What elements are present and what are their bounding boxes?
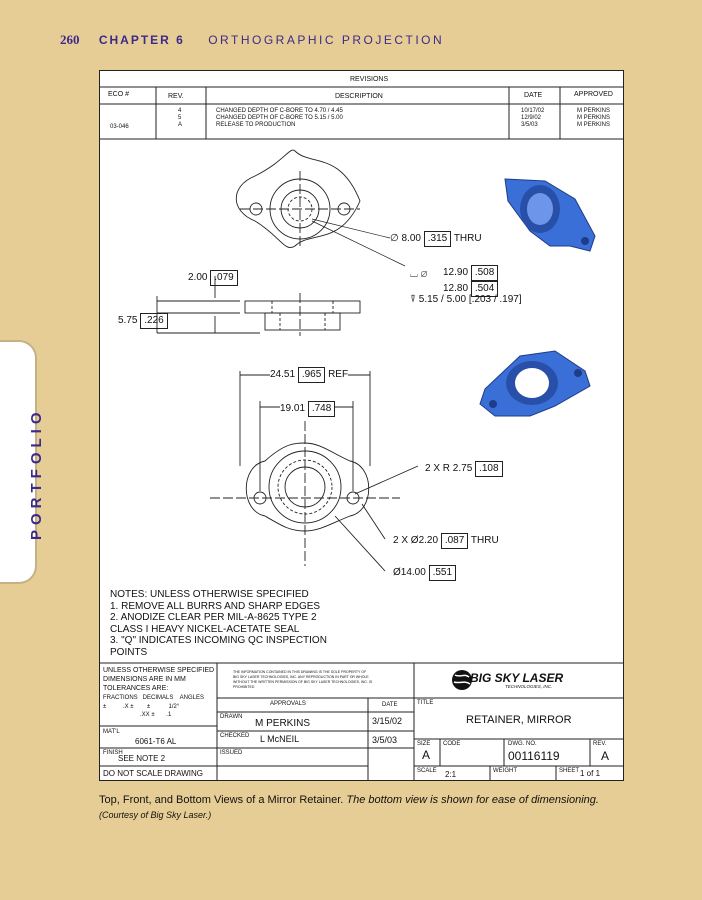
rev-list	[178, 108, 182, 129]
dim-boss-mm: Ø14.00	[393, 567, 426, 578]
col-date: DATE	[524, 92, 543, 99]
date-row-1: 10/17/02	[521, 108, 545, 114]
dim-radius	[425, 461, 503, 477]
description-list	[216, 108, 343, 129]
desc-row-1: CHANGED DEPTH OF C-BORE TO 4.70 / 4.45	[216, 108, 343, 114]
dim-hole-spacing-in: .748	[308, 401, 335, 417]
dim-ref-width-mm: 24.51	[270, 369, 296, 380]
col-eco: ECO #	[108, 91, 130, 98]
dim-ref-width	[270, 367, 348, 383]
drawn-date: 3/15/02	[372, 716, 403, 726]
eco-number: 03-046	[110, 124, 129, 130]
checked-by: L McNEIL	[260, 734, 300, 744]
model-bottom-iso	[480, 351, 590, 416]
rev-row-1: 4	[178, 108, 182, 114]
col-rev: REV.	[168, 93, 184, 100]
dim-hole-spacing	[280, 401, 335, 417]
figure-caption	[99, 794, 659, 806]
dim-height	[118, 313, 168, 329]
dim-cbore-min-in: .504	[471, 281, 498, 297]
note-2: 2. ANODIZE CLEAR PER MIL-A-8625 TYPE 2	[110, 612, 317, 623]
date-list	[521, 108, 544, 129]
unless-line-2: DIMENSIONS ARE IN MM	[103, 676, 186, 683]
page-number: 260	[60, 32, 80, 47]
dim-thru-label: THRU	[453, 233, 482, 244]
col-description: DESCRIPTION	[335, 93, 383, 100]
page-header	[60, 32, 444, 48]
approvals-label: APPROVALS	[270, 701, 306, 707]
dim-cbore-min: 12.80	[443, 283, 469, 294]
dim-ref-width-in: .965	[298, 367, 325, 383]
notes	[110, 589, 327, 658]
approved-row-3: M PERKINS	[577, 122, 611, 128]
note-1: 1. REMOVE ALL BURRS AND SHARP EDGES	[110, 600, 321, 612]
dim-cbore-max: 12.90	[443, 267, 469, 278]
sheet: 1 of 1	[580, 769, 601, 778]
chapter-label: CHAPTER 6	[98, 33, 185, 47]
desc-row-3: RELEASE TO PRODUCTION	[216, 122, 296, 128]
scale: 2:1	[445, 770, 457, 779]
caption-credit: (Courtesy of Big Sky Laser.)	[99, 810, 212, 820]
dim-holes	[393, 533, 499, 549]
notes-title: NOTES: UNLESS OTHERWISE SPECIFIED	[110, 589, 309, 600]
dim-flange-mm: 2.00	[188, 272, 208, 283]
drawing-title: RETAINER, MIRROR	[466, 714, 572, 726]
drawn-by: M PERKINS	[255, 718, 311, 729]
title-label: TITLE	[417, 700, 434, 706]
rev-row-3: A	[178, 122, 183, 128]
cbore-symbol: ⌴ ∅	[410, 269, 428, 280]
dim-boss	[393, 565, 456, 581]
dwg-label: DWG. NO.	[508, 741, 537, 747]
dim-holes-in: .087	[441, 533, 468, 549]
unless-line-1: UNLESS OTHERWISE SPECIFIED	[103, 667, 215, 674]
tolerance-block	[103, 666, 214, 693]
dim-holes-thru: THRU	[470, 535, 499, 546]
dim-flange	[188, 270, 238, 286]
weight-label: WEIGHT	[493, 768, 517, 774]
dim-thru-mm: 8.00	[401, 233, 421, 244]
rev-label: REV.	[593, 741, 607, 747]
tol-row-2: .XX ± .1	[140, 712, 172, 718]
approved-list	[577, 108, 610, 129]
rev-row-2: 5	[178, 115, 182, 121]
dim-cbore-depth-value: 5.15 / 5.00 [.203 / .197]	[418, 294, 522, 305]
finish: SEE NOTE 2	[118, 754, 166, 763]
material: 6061-T6 AL	[135, 737, 177, 746]
matl-label: MAT'L	[103, 729, 120, 735]
dim-radius-mm: 2 X R 2.75	[425, 463, 473, 474]
dim-hole-spacing-mm: 19.01	[280, 403, 306, 414]
chapter-title: ORTHOGRAPHIC PROJECTION	[208, 33, 445, 47]
drawing-sheet	[99, 70, 624, 781]
company-sub: TECHNOLOGIES, INC.	[505, 684, 553, 689]
side-tab-label: PORTFOLIO	[28, 407, 45, 540]
desc-row-2: CHANGED DEPTH OF C-BORE TO 5.15 / 5.00	[216, 115, 343, 121]
rev: A	[601, 749, 610, 763]
issued-label: ISSUED	[220, 750, 243, 756]
dim-cbore-depth: ⍒ 5.15 / 5.00 [.203 / .197]	[410, 294, 522, 305]
date-row-3: 3/5/03	[521, 122, 538, 128]
scale-label: SCALE	[417, 768, 437, 774]
dim-thru-hole: ∅ 8.00 .315 THRU	[390, 231, 482, 247]
unless-line-3: TOLERANCES ARE:	[103, 685, 169, 692]
caption-main: Top, Front, and Bottom Views of a Mirror Retainer.	[99, 794, 344, 806]
caption-italic: The bottom view is shown for ease of dimensioning.	[346, 794, 599, 806]
dim-cbore	[443, 265, 498, 297]
size: A	[422, 748, 431, 762]
checked-label: CHECKED	[220, 733, 250, 739]
approved-row-2: M PERKINS	[577, 115, 611, 121]
dim-radius-in: .108	[475, 461, 502, 477]
dim-height-mm: 5.75	[118, 315, 138, 326]
size-label: SIZE	[417, 741, 431, 747]
dim-ref-label: REF	[328, 369, 349, 380]
code-label: CODE	[443, 741, 461, 747]
dim-thru-in: .315	[424, 231, 451, 247]
date-row-2: 12/9/02	[521, 115, 542, 121]
no-scale-label: DO NOT SCALE DRAWING	[103, 769, 204, 778]
dim-height-in: .226	[140, 313, 167, 329]
finish-label: FINISH	[103, 750, 123, 756]
company-name: BIG SKY LASER	[470, 671, 564, 685]
dim-flange-in: .079	[210, 270, 237, 286]
checked-date: 3/5/03	[372, 735, 398, 745]
sheet-label: SHEET	[559, 768, 580, 774]
revisions-title: REVISIONS	[350, 76, 389, 83]
note-2-cont: CLASS I HEAVY NICKEL-ACETATE SEAL	[110, 623, 300, 635]
note-3-cont: POINTS	[110, 646, 148, 658]
col-approved: APPROVED	[574, 91, 613, 98]
proprietary-notice: THE INFORMATION CONTAINED IN THIS DRAWING IS THE SOLE PROPERTY OF BIG SKY LASER TECHNOLOGIES, INC. ANY REPRODUCTION IN PART OR WHOLE WITHOUT THE WRITTEN PERMISSION OF BIG SKY LASER TECHNOLOGIES, INC. IS PROHIBITED	[233, 670, 373, 689]
note-3: 3. "Q" INDICATES INCOMING QC INSPECTION	[110, 635, 327, 646]
dim-cbore-max-in: .508	[471, 265, 498, 281]
approvals-date-label: DATE	[382, 702, 398, 708]
drawn-label: DRAWN	[220, 714, 243, 720]
tol-row-1: ± .X ± ± 1/2°	[103, 704, 180, 710]
dwg-number: 00116119	[508, 749, 560, 763]
model-top-iso	[505, 179, 595, 251]
dim-boss-in: .551	[429, 565, 456, 581]
dim-holes-mm: 2 X Ø2.20	[393, 535, 439, 546]
tol-header: FRACTIONS DECIMALS ANGLES	[103, 695, 205, 701]
approved-row-1: M PERKINS	[577, 108, 611, 114]
